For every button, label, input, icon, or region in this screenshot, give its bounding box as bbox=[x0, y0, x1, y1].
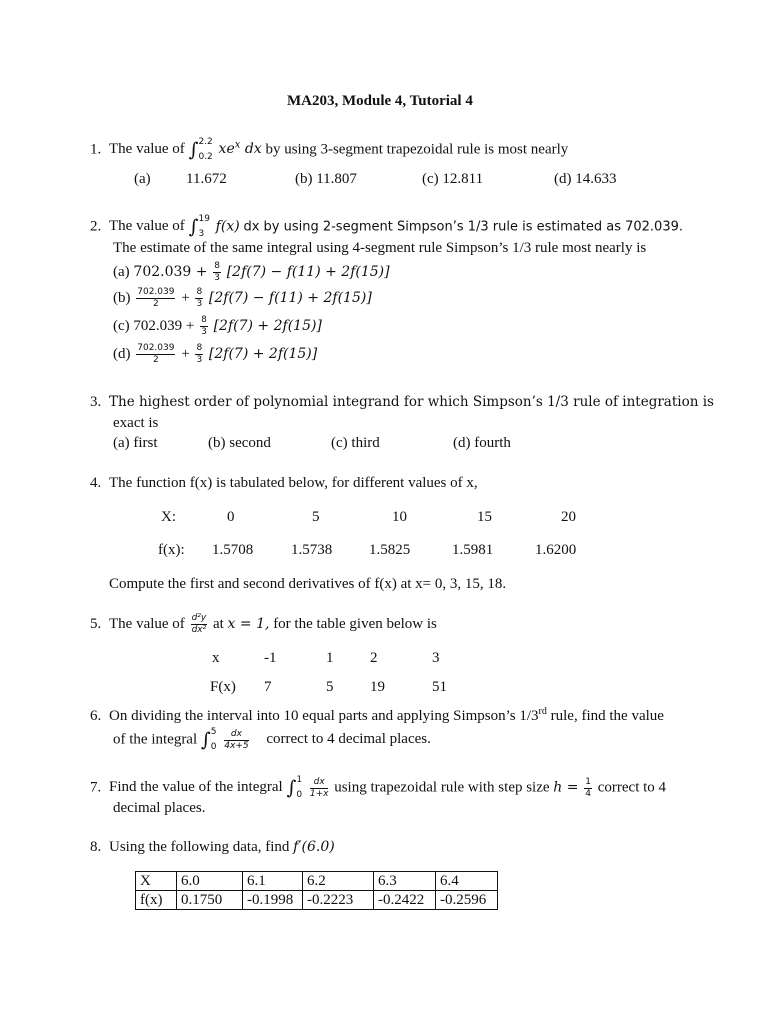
table-cell: 6.2 bbox=[303, 872, 374, 891]
integrand: $xe^x$ dx bbox=[218, 139, 262, 158]
option-a-value: 11.672 bbox=[186, 171, 227, 187]
table-cell: 1.5708 bbox=[212, 542, 254, 558]
question-text: The value of bbox=[109, 141, 185, 158]
question-text: The highest order of polynomial integrand for which Simpson’s 1/3 rule of integration is bbox=[109, 394, 714, 410]
fraction: $\frac{\text{d²y}}{\text{dx²}}$ bbox=[191, 613, 207, 635]
question-number: 5. bbox=[90, 615, 102, 632]
table-row bbox=[136, 872, 498, 891]
table-cell: 10 bbox=[392, 509, 407, 525]
option-d: (d) 14.633 bbox=[554, 171, 617, 187]
data-table bbox=[135, 871, 498, 910]
question-number: 7. bbox=[90, 779, 102, 796]
table-cell: 5 bbox=[326, 679, 334, 695]
question-text-rest: by using 3-segment trapezoidal rule is most nearly bbox=[265, 141, 569, 158]
table-cell: X bbox=[136, 872, 177, 891]
derivative-expression: f′(6.0) bbox=[293, 839, 335, 855]
table-cell: f(x) bbox=[136, 891, 177, 910]
question-7-line-2: decimal places. bbox=[113, 800, 206, 816]
option-a: (a) bbox=[134, 171, 151, 187]
option-c: (c) 702.039 + $\frac{8}{3}$ [2f(7) + 2f(15)] bbox=[113, 315, 322, 337]
table-cell: 3 bbox=[432, 650, 440, 666]
question-number: 4. bbox=[90, 475, 102, 491]
table-cell: 0 bbox=[227, 509, 235, 525]
table-row-label: F(x) bbox=[210, 679, 236, 695]
question-text: The value of bbox=[109, 218, 185, 235]
table-cell: 0.1750 bbox=[177, 891, 243, 910]
table-cell: 6.4 bbox=[436, 872, 498, 891]
table-row-label: f(x): bbox=[158, 542, 185, 558]
option-d: (d) fourth bbox=[453, 435, 511, 451]
fraction: $\frac{dx}{1+x}$ bbox=[309, 776, 329, 799]
option-b: (b) 11.807 bbox=[295, 171, 357, 187]
question-1 bbox=[90, 138, 568, 162]
table-cell: 6.1 bbox=[243, 872, 303, 891]
question-number: 1. bbox=[90, 141, 102, 158]
fraction: $\frac{8}{3}$ bbox=[196, 343, 203, 365]
option-a: (a) first bbox=[113, 435, 158, 451]
fraction: $\frac{8}{3}$ bbox=[201, 315, 207, 337]
table-cell: 20 bbox=[561, 509, 576, 525]
integral-sign: ∫ bbox=[286, 777, 297, 799]
table-cell: -0.2223 bbox=[303, 891, 374, 910]
fraction: $\frac{702.039}{2}$ bbox=[137, 343, 175, 365]
option-b: (b) $\frac{702.039}{2}$ + $\frac{8}{3}$ [2f(7) − f(11) + 2f(15)] bbox=[113, 287, 372, 309]
option-c: (c) third bbox=[331, 435, 380, 451]
integral-limits: 19 3 bbox=[198, 214, 210, 239]
integral-limits: 1 0 bbox=[296, 775, 303, 800]
table-cell: 2 bbox=[370, 650, 378, 666]
question-4 bbox=[90, 475, 478, 492]
table-cell: 1.6200 bbox=[535, 542, 577, 558]
integral-sign: ∫ bbox=[188, 139, 199, 161]
table-row-label: x bbox=[212, 650, 220, 666]
table-cell: 5 bbox=[312, 509, 320, 525]
table-cell: 7 bbox=[264, 679, 272, 695]
table-cell: 15 bbox=[477, 509, 492, 525]
table-cell: 1.5825 bbox=[369, 542, 411, 558]
table-cell: 19 bbox=[370, 679, 385, 695]
question-6-line-2: of the integral ∫ 5 0 $\frac{dx}{4x+5}$ correct to 4 decimal places. bbox=[113, 727, 431, 752]
fraction: $\frac{dx}{4x+5}$ bbox=[224, 728, 249, 751]
table-cell: -0.1998 bbox=[243, 891, 303, 910]
question-3-line-2: exact is bbox=[113, 415, 159, 431]
table-cell: 1.5738 bbox=[291, 542, 333, 558]
question-2-line-2: The estimate of the same integral using 4-segment rule Simpson’s 1/3 rule most nearly is bbox=[113, 240, 647, 256]
question-text: Find the value of the integral bbox=[109, 779, 283, 796]
table-cell: 1 bbox=[326, 650, 334, 666]
fraction: $\frac{1}{4}$ bbox=[585, 776, 591, 799]
integral-limits: 2.2 0.2 bbox=[198, 137, 213, 162]
question-3 bbox=[90, 394, 714, 411]
question-number: 6. bbox=[90, 708, 102, 724]
integral-sign: ∫ bbox=[200, 729, 211, 751]
question-text: The function f(x) is tabulated below, for different values of x, bbox=[109, 475, 478, 491]
table-cell: -1 bbox=[264, 650, 277, 666]
question-5: 5. The value of $\frac{\text{d²y}}{\text{dx²}}$ at x = 1, for the table given below is bbox=[90, 613, 437, 635]
option-d: (d) $\frac{702.039}{2}$ + $\frac{8}{3}$ [2f(7) + 2f(15)] bbox=[113, 343, 318, 365]
table-cell: 51 bbox=[432, 679, 447, 695]
question-text: On dividing the interval into 10 equal parts and applying Simpson’s 1/3 bbox=[109, 708, 539, 724]
question-number: 8. bbox=[90, 839, 102, 855]
question-number: 3. bbox=[90, 394, 102, 410]
question-6: 6. On dividing the interval into 10 equal parts and applying Simpson’s 1/3rd rule, find the value bbox=[90, 706, 664, 724]
fraction: $\frac{702.039}{2}$ bbox=[137, 287, 175, 309]
page-title: MA203, Module 4, Tutorial 4 bbox=[287, 93, 473, 109]
table-cell: 1.5981 bbox=[452, 542, 494, 558]
question-4-compute: Compute the first and second derivatives of f(x) at x= 0, 3, 15, 18. bbox=[109, 576, 507, 592]
table-cell: -0.2422 bbox=[374, 891, 436, 910]
question-8 bbox=[90, 839, 335, 856]
option-b: (b) second bbox=[208, 435, 271, 451]
option-a: (a) 702.039 + $\frac{8}{3}$ [2f(7) − f(11) + 2f(15)] bbox=[113, 261, 390, 283]
option-c: (c) 12.811 bbox=[422, 171, 484, 187]
table-cell: -0.2596 bbox=[436, 891, 498, 910]
table-row bbox=[136, 891, 498, 910]
question-text: Using the following data, find bbox=[109, 839, 290, 855]
integral-sign: ∫ bbox=[188, 216, 199, 238]
question-7: 7. Find the value of the integral ∫ 1 0 $\frac{dx}{1+x}$ using trapezoidal rule with step size h = $\frac{1}{4}$ correct to 4 bbox=[90, 775, 667, 800]
integrand: f(x) bbox=[215, 218, 240, 235]
table-cell: 6.3 bbox=[374, 872, 436, 891]
fraction: $\frac{8}{3}$ bbox=[214, 261, 220, 283]
integral-limits: 5 0 bbox=[210, 727, 217, 752]
question-2 bbox=[90, 215, 683, 239]
table-cell: 6.0 bbox=[177, 872, 243, 891]
question-text-rest: dx by using 2-segment Simpson’s 1/3 rule is estimated as 702.039. bbox=[243, 219, 683, 235]
question-text: The value of bbox=[109, 615, 185, 632]
table-row-label: X: bbox=[161, 509, 176, 525]
question-number: 2. bbox=[90, 218, 102, 235]
fraction: $\frac{8}{3}$ bbox=[196, 287, 203, 309]
